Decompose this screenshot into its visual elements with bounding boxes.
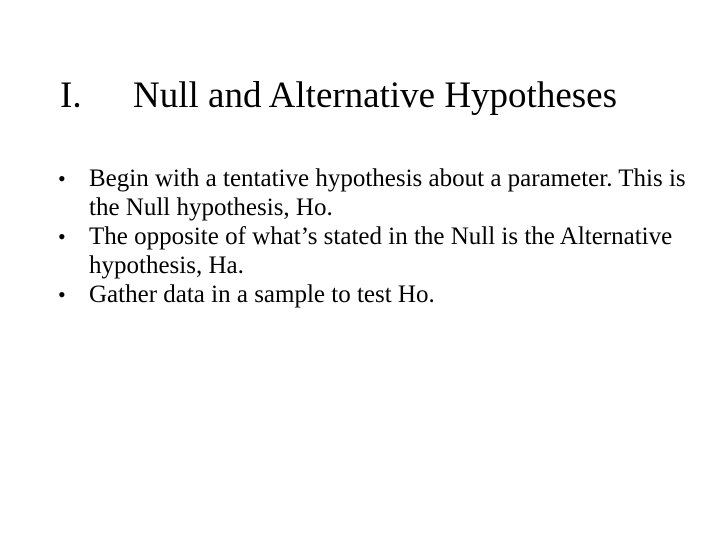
title-numeral: I. [60,75,82,116]
bullet-item [58,222,698,280]
bullet-text: Begin with a tentative hypothesis about a parameter. This is the Null hypothesis, Ho. [89,165,686,221]
bullet-text: The opposite of what’s stated in the Null is the Alternative hypothesis, Ha. [89,223,673,279]
bullet-dot-icon: • [58,282,66,307]
bullet-list [58,164,698,309]
title-text: Null and Alternative Hypotheses [133,75,617,116]
slide-title [60,74,617,118]
bullet-dot-icon: • [58,166,66,191]
bullet-item [58,164,698,222]
bullet-text: Gather data in a sample to test Ho. [89,281,435,308]
bullet-dot-icon: • [58,224,66,249]
bullet-item [58,280,698,309]
